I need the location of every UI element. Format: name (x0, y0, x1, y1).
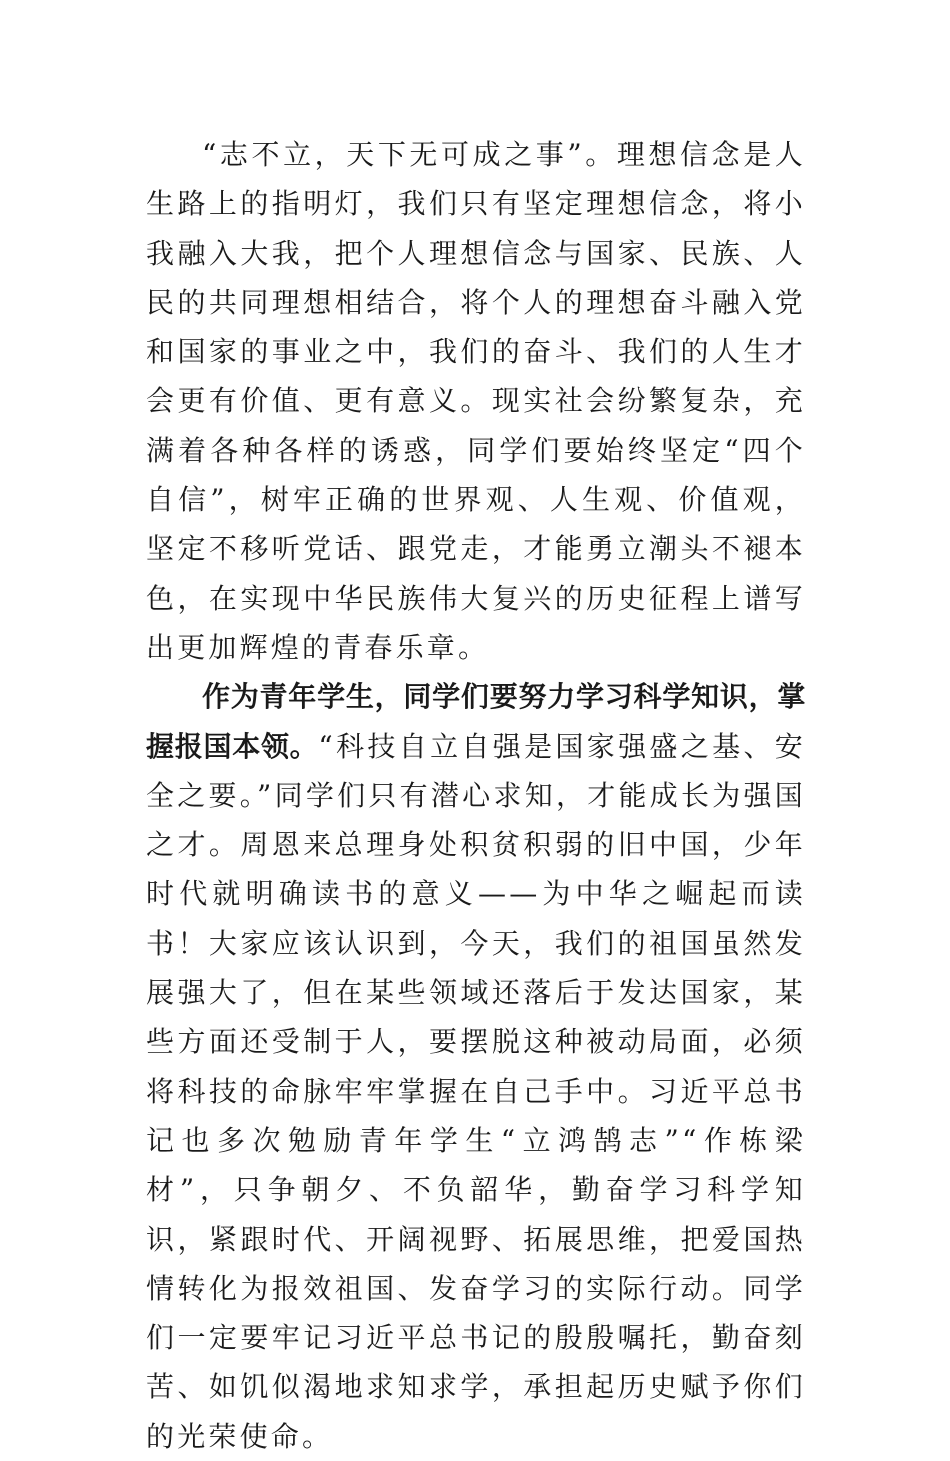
paragraph-ideals (146, 130, 806, 672)
paragraph-text: “科技自立自强是国家强盛之基、安全之要。”同学们只有潜心求知，才能成长为强国之才。周恩来总理身处积贫积弱的旧中国，少年时代就明确读书的意义——为中华之崛起而读书！大家应该认识到，今天，我们的祖国虽然发展强大了，但在某些领域还落后于发达国家，某些方面还受制于人，要摆脱这种被动局面，必须将科技的命脉牢牢掌握在自己手中。习近平总书记也多次勉励青年学生“立鸿鹄志”“作栋梁材”，只争朝夕、不负韶华，勤奋学习科学知识，紧跟时代、开阔视野、拓展思维，把爱国热情转化为报效祖国、发奋学习的实际行动。同学们一定要牢记习近平总书记的殷殷嘱托，勤奋刻苦、如饥似渴地求知求学，承担起历史赋予你们的光荣使命。 (146, 729, 806, 1453)
paragraph-lead-sentence: 作为青年学生，同学们要努力学习科学知识，掌握报国本领。 (146, 680, 806, 763)
document-page (146, 130, 806, 1461)
paragraph-text: “志不立，天下无可成之事”。理想信念是人生路上的指明灯，我们只有坚定理想信念，将小我融入大我，把个人理想信念与国家、民族、人民的共同理想相结合，将个人的理想奋斗融入党和国家的事业之中，我们的奋斗、我们的人生才会更有价值、更有意义。现实社会纷繁复杂，充满着各种各样的诱惑，同学们要始终坚定“四个自信”，树牢正确的世界观、人生观、价值观，坚定不移听党话、跟党走，才能勇立潮头不褪本色，在实现中华民族伟大复兴的历史征程上谱写出更加辉煌的青春乐章。 (146, 138, 806, 664)
paragraph-study (146, 672, 806, 1461)
